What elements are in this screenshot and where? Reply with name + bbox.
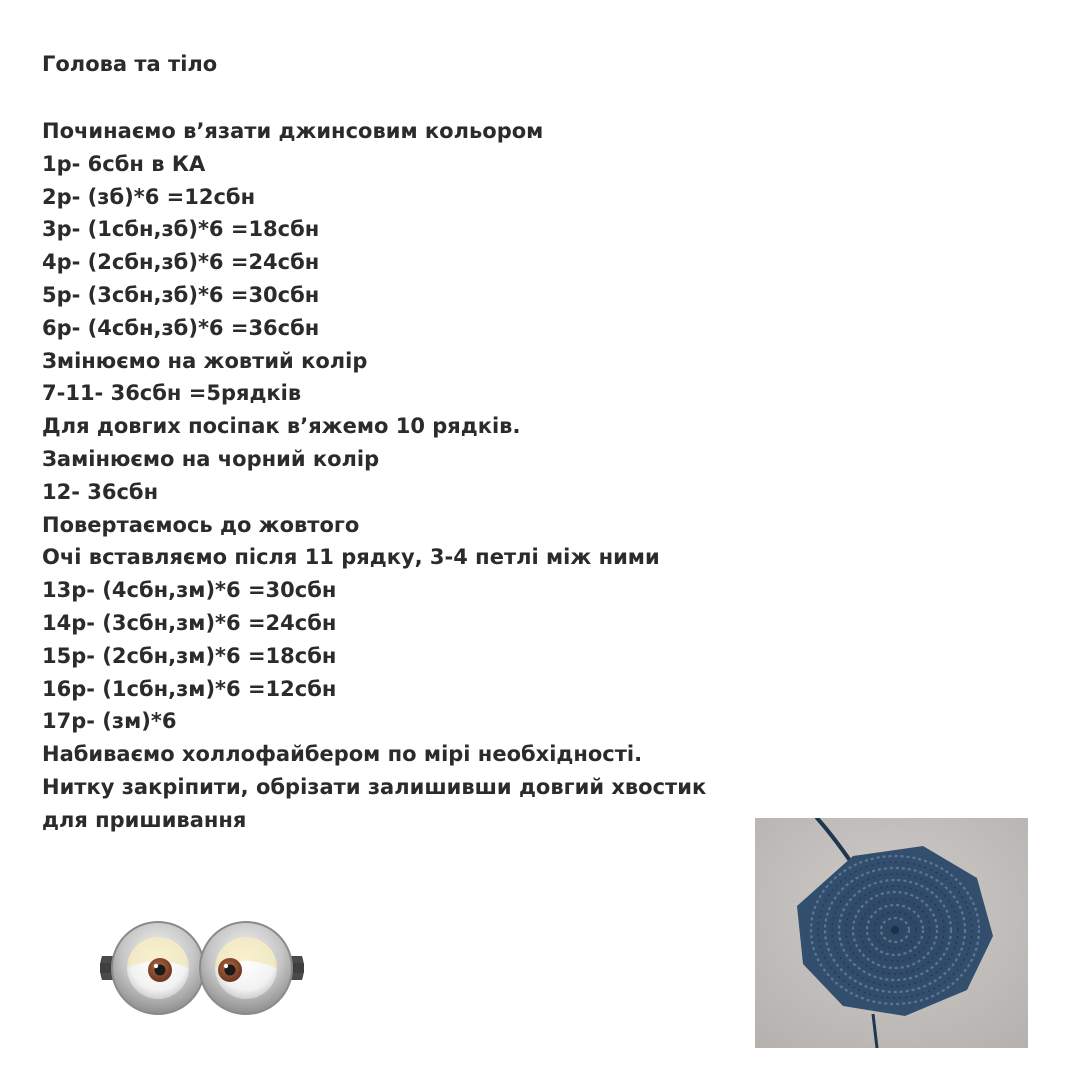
instruction-line: Замінюємо на чорний колір <box>42 446 380 471</box>
instruction-line: 14р- (3сбн,зм)*6 =24сбн <box>42 610 337 635</box>
instruction-line: 5р- (3сбн,зб)*6 =30сбн <box>42 282 320 307</box>
section-title: Голова та тіло <box>42 52 218 76</box>
instruction-line: Нитку закріпити, обрізати залишивши довгий хвостик <box>42 774 707 799</box>
instruction-line: Очі вставляємо після 11 рядку, 3-4 петлі між ними <box>42 545 660 570</box>
instruction-list <box>42 115 706 837</box>
instruction-line: Повертаємось до жовтого <box>42 512 360 537</box>
instruction-line: 4р- (2сбн,зб)*6 =24сбн <box>42 250 320 275</box>
instruction-line: Змінюємо на жовтий колір <box>42 348 368 373</box>
instruction-line: 3р- (1сбн,зб)*6 =18сбн <box>42 217 320 242</box>
instruction-line: 15р- (2сбн,зм)*6 =18сбн <box>42 643 337 668</box>
instruction-line: 7-11- 36сбн =5рядків <box>42 381 302 406</box>
instruction-line: 16р- (1сбн,зм)*6 =12сбн <box>42 676 337 701</box>
instruction-line: 12- 36сбн <box>42 479 159 504</box>
instruction-line: Починаємо в’язати джинсовим кольором <box>42 119 544 143</box>
instruction-line: Набиваємо холлофайбером по мірі необхідності. <box>42 742 643 767</box>
instruction-line: 1р- 6сбн в КА <box>42 151 206 176</box>
crochet-circle-photo <box>755 818 1028 1048</box>
instruction-line: 13р- (4сбн,зм)*6 =30сбн <box>42 578 337 603</box>
instruction-line: Для довгих посіпак в’яжемо 10 рядків. <box>42 414 521 439</box>
instruction-line: для пришивання <box>42 807 247 832</box>
instruction-line: 2р- (зб)*6 =12сбн <box>42 184 256 209</box>
minion-goggles-icon <box>96 918 308 1018</box>
instruction-line: 6р- (4сбн,зб)*6 =36сбн <box>42 315 320 340</box>
instruction-line: 17р- (зм)*6 <box>42 709 177 734</box>
